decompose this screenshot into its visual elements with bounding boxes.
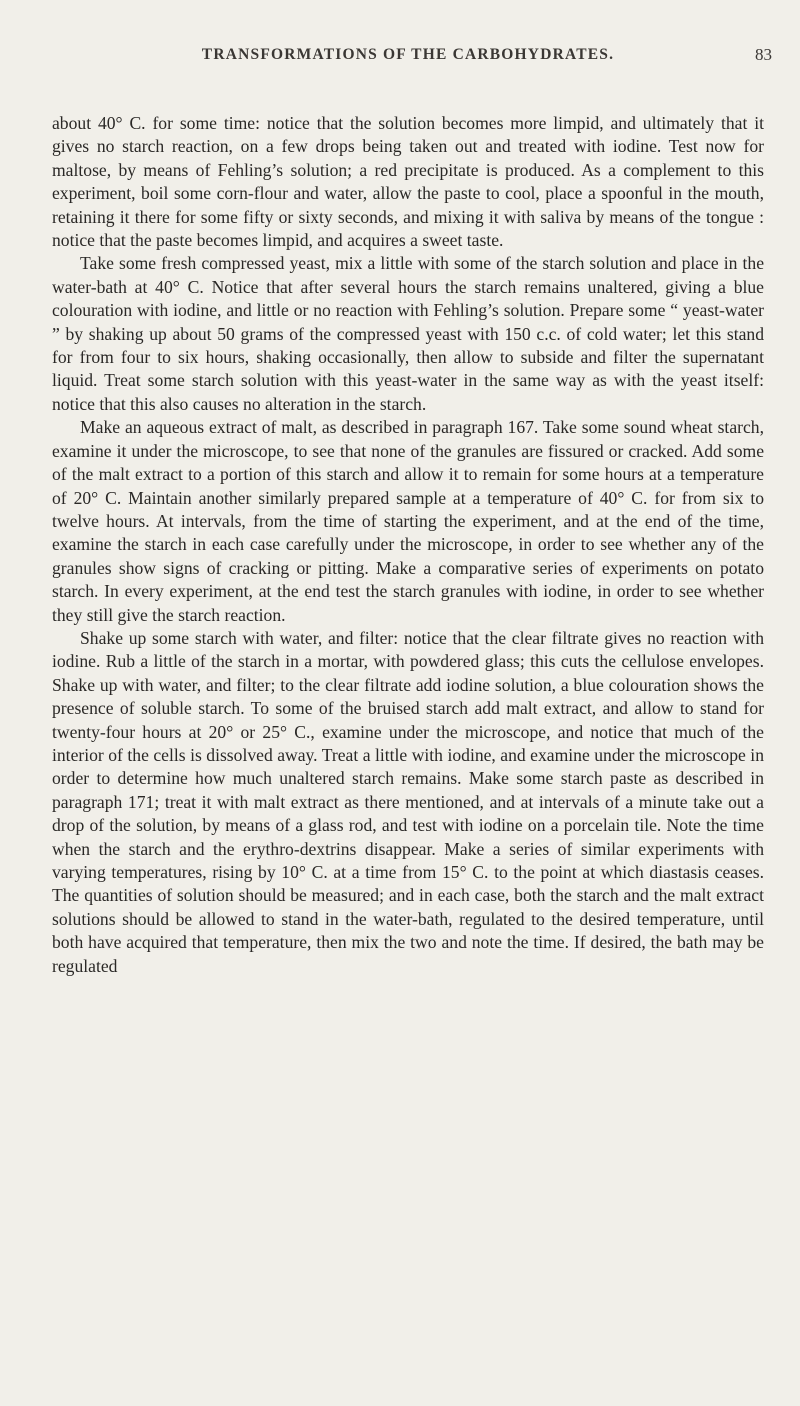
paragraph: Make an aqueous extract of malt, as described in paragraph 167. Take some sound wheat starch, examine it under the microscope, to see that none of the granules are fissured or cracked. Add some of the malt extract to a portion of this starch and allow it to remain for some hours at a temperature of 20° C. Maintain another similarly prepared sample at a temperature of 40° C. for from six to twelve hours. At intervals, from the time of starting the experiment, and at the end of the time, examine the starch in each case carefully under the microscope, in order to see whether any of the granules show signs of cracking or pitting. Make a comparative series of experiments on potato starch. In every experiment, at the end test the starch granules with iodine, in order to see whether they still give the starch reaction.: [52, 417, 764, 625]
page-content: [52, 45, 772, 978]
paragraph: about 40° C. for some time: notice that the solution becomes more limpid, and ultimately that it gives no starch reaction, on a few drops being taken out and treated with iodine. Test now for maltose, by means of Fehling’s solution; a red precipitate is produced. As a complement to this experiment, boil some corn-flour and water, allow the paste to cool, place a spoonful in the mouth, retaining it there for some fifty or sixty seconds, and mixing it with saliva by means of the tongue : notice that the paste becomes limpid, and acquires a sweet taste.: [52, 113, 764, 251]
page-number: 83: [755, 45, 772, 64]
running-head: TRANSFORMATIONS OF THE CARBOHYDRATES.: [201, 46, 615, 63]
paragraph: Take some fresh compressed yeast, mix a little with some of the starch solution and place in the water-bath at 40° C. Notice that after several hours the starch remains unaltered, giving a blue colouration with iodine, and little or no reaction with Fehling’s solution. Prepare some “ yeast-water ” by shaking up about 50 grams of the compressed yeast with 150 c.c. of cold water; let this stand for from four to six hours, shaking occasionally, then allow to subside and filter the supernatant liquid. Treat some starch solution with this yeast-water in the same way as with the yeast itself: notice that this also causes no alteration in the starch.: [52, 253, 764, 414]
page-header: [52, 45, 772, 70]
body-text: [52, 112, 764, 978]
paragraph: Shake up some starch with water, and filter: notice that the clear filtrate gives no reaction with iodine. Rub a little of the starch in a mortar, with powdered glass; this cuts the cellulose envelopes. Shake up with water, and filter; to the clear filtrate add iodine solution, a blue colouration shows the presence of soluble starch. To some of the bruised starch add malt extract, and allow to stand for twenty-four hours at 20° or 25° C., examine under the microscope, and notice that much of the interior of the cells is dissolved away. Treat a little with iodine, and examine under the microscope in order to determine how much unaltered starch remains. Make some starch paste as described in paragraph 171; treat it with malt extract as there mentioned, and at intervals of a minute take out a drop of the solution, by means of a glass rod, and test with iodine on a porcelain tile. Note the time when the starch and the erythro-dextrins disappear. Make a series of similar experiments with varying temperatures, rising by 10° C. at a time from 15° C. to the point at which diastasis ceases. The quantities of solution should be measured; and in each case, both the starch and the malt extract solutions should be allowed to stand in the water-bath, regulated to the desired temperature, until both have acquired that temperature, then mix the two and note the time. If desired, the bath may be regulated: [52, 627, 764, 976]
